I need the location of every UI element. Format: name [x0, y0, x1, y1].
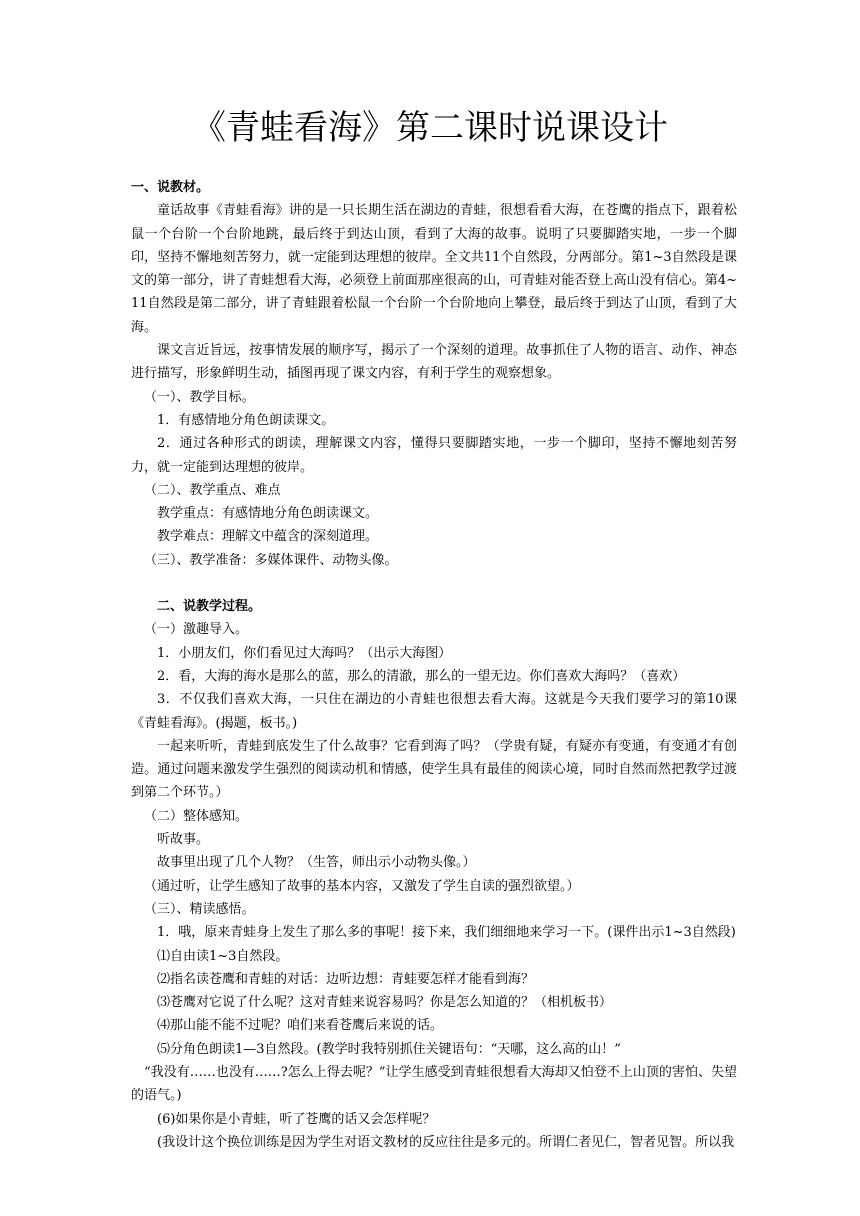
section-heading: 二、说教学过程。: [157, 599, 262, 615]
list-item: ⑴自由读1~3自然段。: [157, 948, 289, 964]
subheading: （二）整体感知。: [144, 808, 249, 824]
paragraph: 听故事。: [157, 832, 210, 848]
paragraph: (我设计这个换位训练是因为学生对语文教材的反应往往是多元的。所谓仁者见仁，智者见智。所以我: [157, 1134, 735, 1150]
paragraph: 童话故事《青蛙看海》讲的是一只长期生活在湖边的青蛙，很想看看大海，在苍鹰的指点下，跟着松鼠一个台阶一个台阶地跳，最后终于到达山顶，看到了大海的故事。说明了只要脚踏实地，一步一个脚印，坚持不懈地刻苦努力，就一定能到达理想的彼岸。全文共11个自然段，分两部分。第1~3自然段是课文的第一部分，讲了青蛙想看大海，必须登上前面那座很高的山，可青蛙对能否登上高山没有信心。第4~11自然段是第二部分，讲了青蛙跟着松鼠一个台阶一个台阶地向上攀登，最后终于到达了山顶，看到了大海。: [131, 203, 737, 335]
list-item: 1．哦，原来青蛙身上发生了那么多的事呢！接下来，我们细细地来学习一下。(课件出示1~3自然段): [157, 925, 736, 941]
section-heading: 一、说教材。: [131, 180, 210, 195]
paragraph: 教学难点：理解文中蕴含的深刻道理。: [157, 529, 379, 545]
subheading: （三）、精读感悟。: [144, 901, 255, 917]
paragraph: 一起来听听，青蛙到底发生了什么故事？它看到海了吗？（学贵有疑，有疑亦有变通，有变通才有创造。通过问题来激发学生强烈的阅读动机和情感，使学生具有最佳的阅读心境，同时自然而然把教学过渡到第二个环节。）: [131, 738, 737, 801]
subheading: （二）、教学重点、难点: [144, 482, 281, 498]
list-item: (6)如果你是小青蛙，听了苍鹰的话又会怎样呢？: [157, 1111, 436, 1127]
list-item: ⑷那山能不能不过呢？咱们来看苍鹰后来说的话。: [157, 1018, 444, 1034]
list-item: 2．通过各种形式的朗读，理解课文内容，懂得只要脚踏实地，一步一个脚印，坚持不懈地刻苦努力，就一定能到达理想的彼岸。: [131, 436, 737, 475]
paragraph: 课文言近旨远，按事情发展的顺序写，揭示了一个深刻的道理。故事抓住了人物的语言、动作、神态进行描写，形象鲜明生动，插图再现了课文内容，有利于学生的观察想象。: [131, 343, 737, 382]
paragraph: 教学重点：有感情地分角色朗读课文。: [157, 506, 379, 522]
paragraph: 故事里出现了几个人物？（生答，师出示小动物头像。）: [157, 855, 476, 871]
list-item: 2．看，大海的海水是那么的蓝，那么的清澈，那么的一望无边。你们喜欢大海吗？（喜欢）: [157, 668, 686, 684]
paragraph: （通过听，让学生感知了故事的基本内容，又激发了学生自读的强烈欲望。）: [144, 878, 580, 894]
document-body: [131, 176, 737, 1154]
list-item: ⑸分角色朗读1—3自然段。(教学时我特别抓住关键语句：“天哪，这么高的山！”: [157, 1041, 621, 1057]
subheading: （一）激趣导入。: [144, 622, 249, 638]
blank-line: [131, 572, 737, 595]
list-item: 3．不仅我们喜欢大海，一只住在湖边的小青蛙也很想去看大海。这就是今天我们要学习的第10课《青蛙看海》。(揭题，板书。): [131, 692, 737, 731]
subheading: （一）、教学目标。: [144, 389, 255, 405]
list-item: 1．小朋友们，你们看见过大海吗？（出示大海图）: [157, 645, 452, 661]
list-item: ⑵指名读苍鹰和青蛙的对话：边听边想：青蛙要怎样才能看到海？: [157, 971, 535, 987]
paragraph: “我没有……也没有……?怎么上得去呢？”让学生感受到青蛙很想看大海却又怕登不上山顶的害怕、失望的语气。): [131, 1064, 737, 1104]
subheading: （三）、教学准备：多媒体课件、动物头像。: [144, 552, 398, 568]
list-item: ⑶苍鹰对它说了什么呢？这对青蛙来说容易吗？你是怎么知道的？（相机板书）: [157, 995, 613, 1011]
document-title: 《青蛙看海》第二课时说课设计: [192, 108, 668, 148]
list-item: 1．有感情地分角色朗读课文。: [157, 412, 335, 428]
